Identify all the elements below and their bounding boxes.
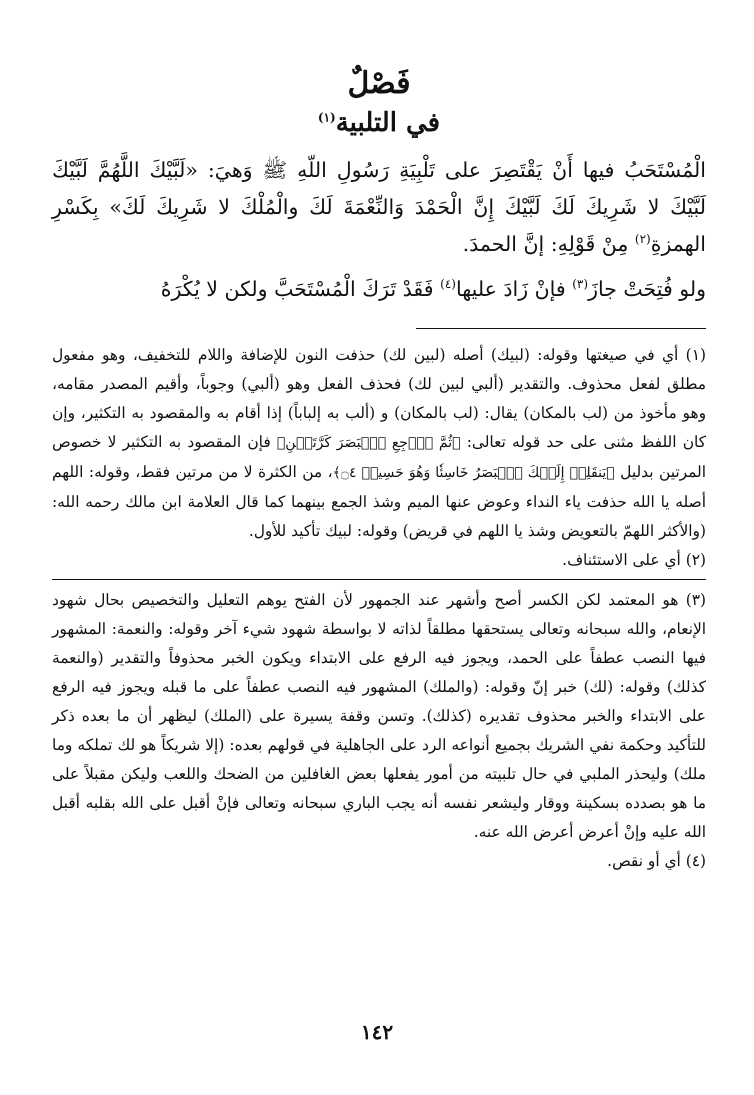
main-text — [52, 152, 706, 308]
paragraph-talbiya-text-a: الْمُسْتَحَبُ فيها أَنْ يَقْتَصِرَ على تَلْبِيَةِ رَسُولِ اللّهِ ﷺ وَهيَ: «لَبَّيْكَ اللَّهُمَّ لَبَّيْكَ لَبَّيْكَ لا شَرِيكَ لَكَ لَبَّيْكَ إِنَّ الْحَمْدَ وَالنِّعْمَةَ لَكَ والْمُلْكَ لا شَرِيكَ لَكَ» بِكَسْرِ الهمزةِ — [52, 158, 706, 256]
footnote-ref-4: (٤) — [440, 277, 456, 292]
footnote-1 — [52, 341, 706, 546]
paragraph-fath — [52, 271, 706, 308]
subtitle-footnote-ref: (١) — [317, 110, 336, 125]
quran-quote-2: ﴿يَنقَلِبۡ إِلَيۡكَ ٱلۡبَصَرُ خَاسِئٗا وَهُوَ حَسِيرٞ ۝٤﴾ — [332, 465, 615, 481]
footnote-1-text-b: فإن المقصود به التكثير لا خصوص المرتين بدليل — [52, 433, 707, 481]
paragraph-talbiya — [52, 152, 706, 263]
paragraph-fath-text-b: فإنْ زَادَ عليها — [455, 277, 573, 301]
footnote-3: (٣) هو المعتمد لكن الكسر أصح وأشهر عند الجمهور لأن الفتح يوهم التعليل والتخصيص بحال شهود الإنعام، والله سبحانه وتعالى يستحقها مطلقاً لذاته لا بواسطة شهود شيء آخر وقوله: والنعمة: المشهور فيها النصب عطفاً على الحمد، ويجوز فيه الرفع على الابتداء ويكون الخبر محذوفاً والتقدير (والنعمة كذلك) وقوله: (لك) خبر إنّ وقوله: (والملك) المشهور فيه النصب عطفاً على ما قبله ويجوز فيه الرفع على الابتداء والخبر محذوف تقديره (كذلك). وتسن وقفة يسيرة على (الملك) ليظهر أن ما بعده ذكر للتأكيد وحكمة نفي الشريك بجميع أنواعه الرد على الجاهلية في قولهم بعده: (إلا شريكاً هو لك تملكه وما ملك) وليحذر الملبي في حال تلبيته من أمور يفعلها بعض الغافلين من الضحك واللعب وليكن مقبلاً على ما هو بصدده بسكينة ووقار وليشعر نفسه أنه يجب الباري سبحانه وتعالى فإنْ أقبل على الله بقلبه أقبل الله عليه وإنْ أعرض أعرض الله عنه. — [52, 591, 706, 841]
footnote-1-text-a: (١) أي في صيغتها وقوله: (لبيك) أصله (لبين لك) حذفت النون للإضافة واللام للتخفيف، وهو مفعول مطلق لفعل محذوف. والتقدير (ألبي لبين لك) فحذف الفعل وهو (ألبي) وجوباً، وأقيم المصدر مقامه، وهو مأخوذ من (لب بالمكان) يقال: (لب بالمكان) و (ألب به إلباباً) إذا أقام به والمقصود به التكثير، وإن كان اللفظ مثنى على حد قوله تعالى: — [52, 346, 707, 451]
section-subtitle — [52, 104, 706, 142]
paragraph-fath-text-a: ولو فُتِحَتْ جازَ — [588, 277, 706, 301]
page-number: ١٤٢ — [360, 1020, 394, 1044]
footnote-separator — [52, 579, 706, 580]
footnote-ref-2: (٢) — [634, 232, 651, 247]
footnote-1-text-c: ، من الكثرة لا من مرتين فقط، وقوله: اللهم أصله يا الله حذفت ياء النداء وعوض عنها الميم وشذ الجمع بينهما كما قال العلامة ابن مالك رحمه الله: (والأكثر اللهمّ بالتعويض وشذ يا اللهم في قريض) وقوله: لبيك تأكيد للأول. — [52, 463, 706, 540]
page — [52, 64, 706, 876]
footnote-divider — [416, 328, 706, 329]
subtitle-text: في التلبية — [335, 108, 441, 138]
paragraph-talbiya-text-b: مِنْ قَوْلِهِ: إنَّ الحمدَ. — [462, 232, 635, 256]
section-title: فَصْلٌ — [347, 66, 411, 101]
footnote-4: (٤) أي أو نقص. — [607, 852, 706, 870]
footnote-ref-3: (٣) — [572, 277, 589, 292]
footnotes — [52, 341, 706, 876]
quran-quote-1: ﴿ثُمَّ ٱرۡجِعِ ٱلۡبَصَرَ كَرَّتَيۡنِ﴾ — [276, 435, 461, 451]
paragraph-fath-text-c: فَقَدْ تَرَكَ الْمُسْتَحَبَّ ولكن لا يُكْرَهُ — [160, 277, 441, 301]
footnote-2: (٢) أي على الاستئناف. — [562, 551, 706, 569]
